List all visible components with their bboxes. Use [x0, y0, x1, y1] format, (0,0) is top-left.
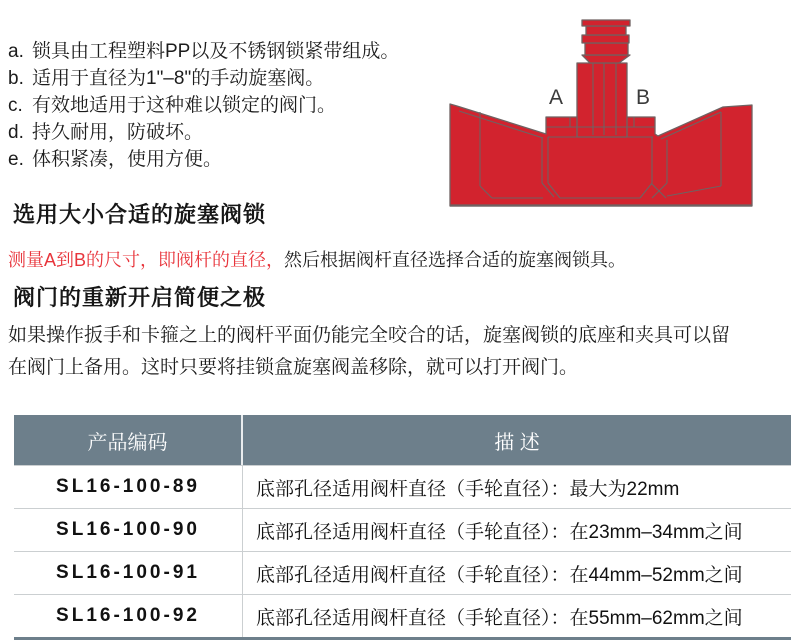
diagram-label-b: B	[635, 86, 651, 109]
product-code: SL16-100-91	[14, 552, 243, 594]
valve-neck	[582, 55, 630, 63]
feature-label: a.	[8, 41, 24, 62]
product-desc: 底部孔径适用阀杆直径（手轮直径）：在44mm–52mm之间	[256, 564, 743, 586]
table-row	[14, 551, 791, 594]
product-desc: 底部孔径适用阀杆直径（手轮直径）：在55mm–62mm之间	[256, 607, 743, 629]
lead-sentence	[8, 246, 626, 272]
product-table	[14, 415, 791, 640]
lead-black-text: 然后根据阀杆直径选择合适的旋塞阀锁具。	[284, 250, 627, 270]
feature-text: 有效地适用于这种难以锁定的阀门。	[32, 95, 337, 116]
feature-text: 体积紧凑，使用方便。	[32, 149, 223, 170]
table-header-row	[14, 415, 791, 465]
table-row	[14, 508, 791, 551]
feature-label: e.	[8, 149, 24, 170]
feature-list	[8, 38, 399, 173]
product-desc: 底部孔径适用阀杆直径（手轮直径）：在23mm–34mm之间	[256, 521, 743, 543]
valve-head-ring-narrow	[586, 26, 626, 35]
product-desc: 底部孔径适用阀杆直径（手轮直径）：最大为22mm	[256, 478, 680, 500]
product-code: SL16-100-90	[14, 509, 243, 551]
product-code: SL16-100-92	[14, 595, 243, 637]
lead-red-text: 测量A到B的尺寸，即阀杆的直径，	[8, 250, 285, 270]
feature-item-b	[8, 65, 399, 92]
valve-head-cap	[582, 20, 630, 26]
feature-text: 持久耐用，防破坏。	[32, 122, 204, 143]
feature-label: c.	[8, 95, 23, 116]
feature-label: d.	[8, 122, 24, 143]
feature-text: 锁具由工程塑料PP以及不锈钢锁紧带组成。	[32, 41, 400, 62]
section2-paragraph: 如果操作扳手和卡箍之上的阀杆平面仍能完全咬合的话，旋塞阀锁的底座和夹具可以留在阀门上备用。这时只要将挂锁盒旋塞阀盖移除，就可以打开阀门。	[8, 325, 731, 378]
table-header-code: 产品编码	[14, 415, 243, 465]
feature-item-d	[8, 119, 399, 146]
section2-heading: 阀门的重新开启简便之极	[13, 285, 267, 310]
valve-head-block	[585, 43, 628, 55]
product-code: SL16-100-89	[14, 466, 243, 508]
valve-stem	[577, 63, 627, 137]
diagram-label-a: A	[548, 86, 564, 109]
valve-body-shapes	[450, 20, 752, 206]
feature-item-e	[8, 146, 399, 173]
section1-heading: 选用大小合适的旋塞阀锁	[13, 202, 267, 227]
table-header-desc: 描 述	[494, 431, 540, 454]
feature-text: 适用于直径为1"–8"的手动旋塞阀。	[32, 68, 325, 89]
feature-item-a	[8, 38, 399, 65]
table-row	[14, 465, 791, 508]
table-row	[14, 594, 791, 637]
feature-label: b.	[8, 68, 24, 89]
valve-head-ring-wide	[582, 35, 629, 43]
feature-item-c	[8, 92, 399, 119]
valve-diagram	[440, 8, 765, 210]
